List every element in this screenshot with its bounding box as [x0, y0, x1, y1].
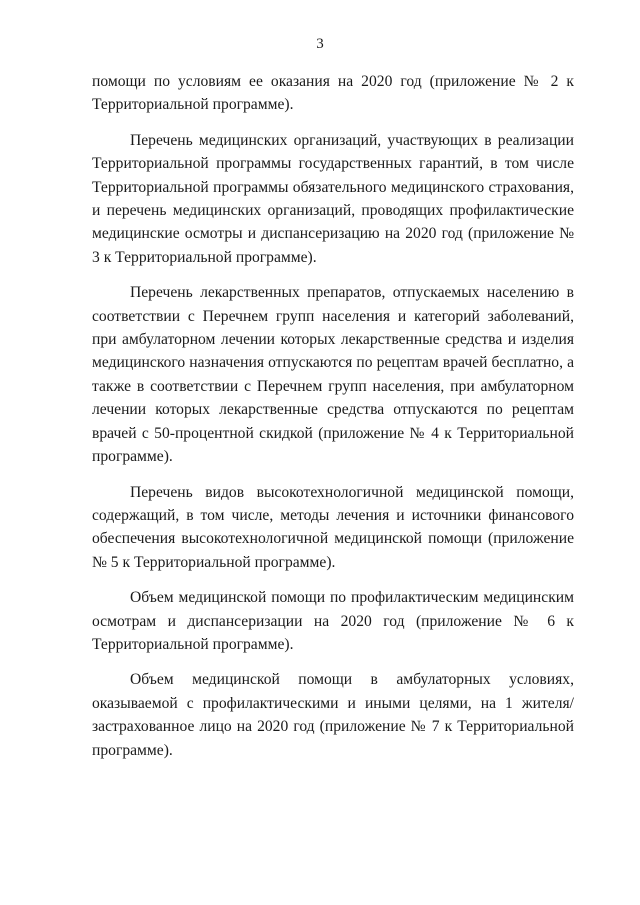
paragraph-high-tech-care: Перечень видов высокотехнологичной медицинской помощи, содержащий, в том числе, методы лечения и источники финансового обеспечения высокотехнологичной медицинской помощи (приложение № 5 к Территориальной программе). — [92, 483, 574, 571]
paragraph-preventive-exams: Объем медицинской помощи по профилактическим медицинским осмотрам и диспансеризации на 2020 год (приложение № 6 к Территориальной программе). — [92, 589, 574, 653]
paragraph-outpatient-volume: Объем медицинской помощи в амбулаторных условиях, оказываемой с профилактическими и иными целями, на 1 жителя/застрахованное лицо на 2020 год (приложение № 7 к Территориальной программе). — [92, 671, 574, 759]
paragraph-medicines-list: Перечень лекарственных препаратов, отпускаемых населению в соответствии с Перечнем групп населения и категорий заболеваний, при амбулаторном лечении которых лекарственные средства и изделия медицинского назначения отпускаются по рецептам врачей бесплатно, а также в соответствии с Перечнем групп населения, при амбулаторном лечении которых лекарственные средства отпускаются по рецептам врачей с 50-процентной скидкой (приложение № 4 к Территориальной программе). — [92, 284, 574, 466]
paragraph-continuation: помощи по условиям ее оказания на 2020 год (приложение № 2 к Территориальной программе). — [92, 73, 574, 114]
paragraph-medical-organizations: Перечень медицинских организаций, участвующих в реализации Территориальной программы государственных гарантий, в том числе Территориальной программы обязательного медицинского страхования, и перечень медицинских организаций, проводящих профилактические медицинские осмотры и диспансеризацию на 2020 год (приложение № 3 к Территориальной программе). — [92, 131, 574, 266]
document-body — [92, 70, 574, 762]
page-number: 3 — [316, 36, 324, 52]
